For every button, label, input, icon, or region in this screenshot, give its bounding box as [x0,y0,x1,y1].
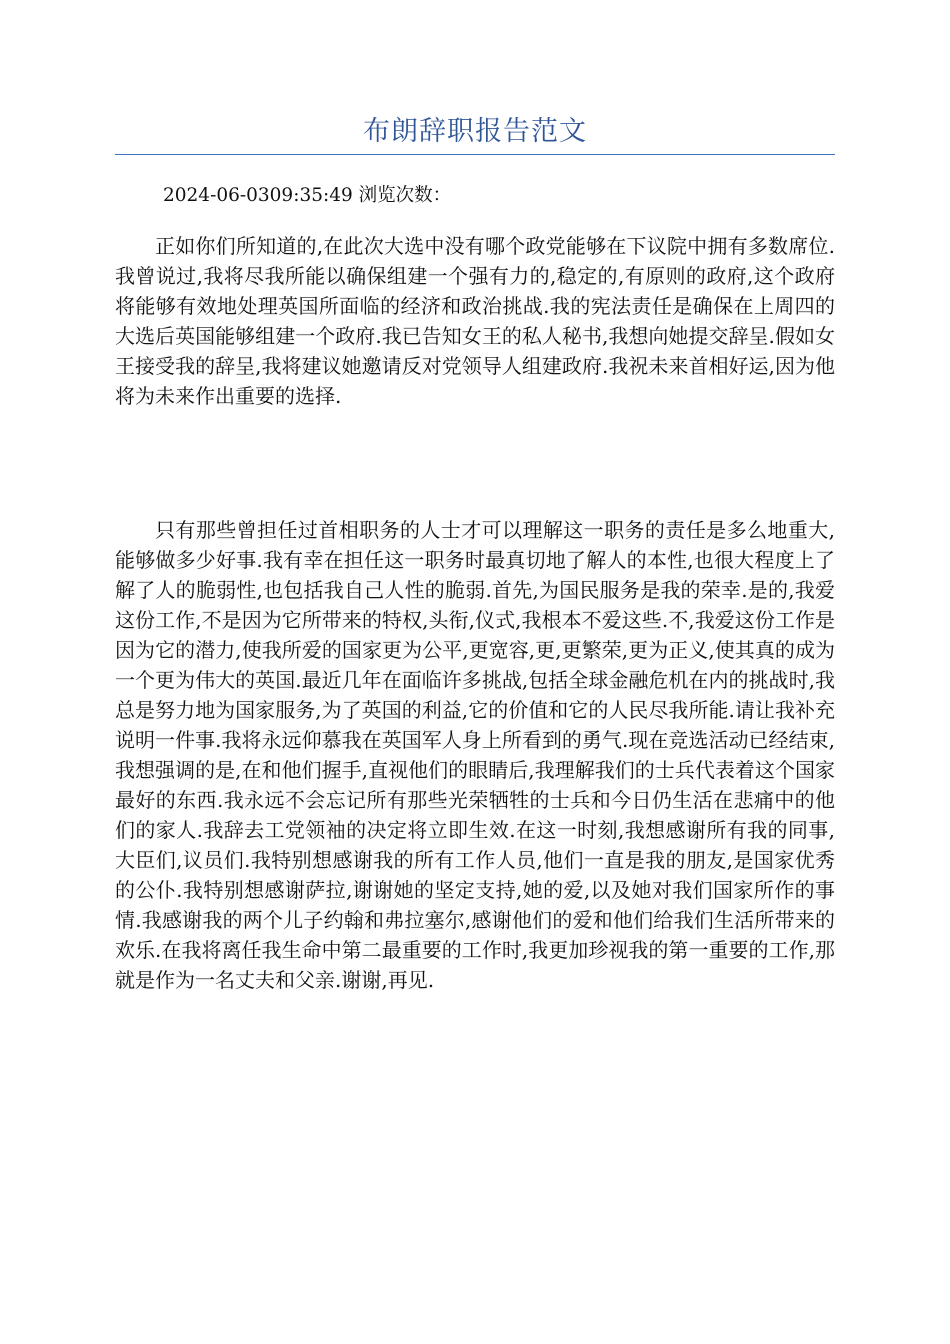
body-paragraph-1: 正如你们所知道的,在此次大选中没有哪个政党能够在下议院中拥有多数席位.我曾说过,我将尽我所能以确保组建一个强有力的,稳定的,有原则的政府,这个政府将能够有效地处理英国所面临的经济和政治挑战.我的宪法责任是确保在上周四的大选后英国能够组建一个政府.我已告知女王的私人秘书,我想向她提交辞呈.假如女王接受我的辞呈,我将建议她邀请反对党领导人组建政府.我祝未来首相好运,因为他将为未来作出重要的选择. [115,234,835,408]
body-paragraph-2: 只有那些曾担任过首相职务的人士才可以理解这一职务的责任是多么地重大,能够做多少好事.我有幸在担任这一职务时最真切地了解人的本性,也很大程度上了解了人的脆弱性,也包括我自己人性的脆弱.首先,为国民服务是我的荣幸.是的,我爱这份工作,不是因为它所带来的特权,头衔,仪式,我根本不爱这些.不,我爱这份工作是因为它的潜力,使我所爱的国家更为公平,更宽容,更,更繁荣,更为正义,使其真的成为一个更为伟大的英国.最近几年在面临许多挑战,包括全球金融危机在内的挑战时,我总是努力地为国家服务,为了英国的利益,它的价值和它的人民尽我所能.请让我补充说明一件事.我将永远仰慕我在英国军人身上所看到的勇气.现在竞选活动已经结束,我想强调的是,在和他们握手,直视他们的眼睛后,我理解我们的士兵代表着这个国家最好的东西.我永远不会忘记所有那些光荣牺牲的士兵和今日仍生活在悲痛中的他们的家人.我辞去工党领袖的决定将立即生效.在这一时刻,我想感谢所有我的同事,大臣们,议员们.我特别想感谢我的所有工作人员,他们一直是我的朋友,是国家优秀的公仆.我特别想感谢萨拉,谢谢她的坚定支持,她的爱,以及她对我们国家所作的事情.我感谢我的两个儿子约翰和弗拉塞尔,感谢他们的爱和他们给我们生活所带来的欢乐.在我将离任我生命中第二最重要的工作时,我更加珍视我的第一重要的工作,那就是作为一名丈夫和父亲.谢谢,再见. [115,518,835,992]
document-title: 布朗辞职报告范文 [363,116,587,147]
publish-meta: 2024-06-0309:35:49 浏览次数： [163,185,452,206]
title-underline [115,154,835,155]
